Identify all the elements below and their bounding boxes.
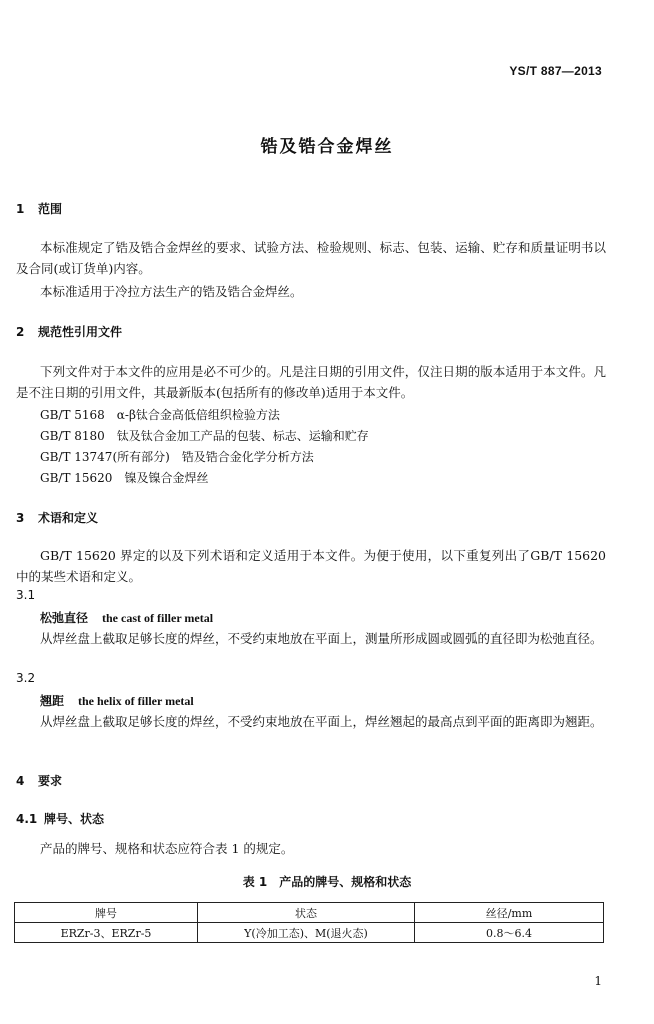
- column-header: 牌号: [15, 903, 198, 923]
- section-title: 术语和定义: [38, 511, 99, 525]
- reference-item: GB/T 15620 镍及镍合金焊丝: [40, 471, 209, 485]
- table-1: [14, 902, 604, 943]
- term-3-1-number: 3.1: [16, 588, 36, 602]
- column-header: 丝径/mm: [415, 903, 604, 923]
- page-number: 1: [594, 974, 602, 988]
- section-number: 1: [16, 202, 25, 216]
- section-3-paragraph-1: GB/T 15620 界定的以及下列术语和定义适用于本文件。为便于使用，以下重复列出了GB/T 15620中的某些术语和定义。: [16, 548, 606, 584]
- section-title: 范围: [38, 202, 63, 216]
- term-english: the cast of filler metal: [102, 611, 214, 625]
- section-title: 要求: [38, 774, 63, 788]
- section-number: 2: [16, 325, 25, 339]
- section-4-heading: [16, 772, 62, 789]
- table-cell: Y(冷加工态)、M(退火态): [198, 923, 415, 943]
- term-3-2-definition: 从焊丝盘上截取足够长度的焊丝，不受约束地放在平面上，焊丝翘起的最高点到平面的距离即为翘距。: [40, 714, 603, 729]
- section-2-heading: [16, 323, 122, 340]
- reference-item: GB/T 5168 α-β钛合金高低倍组织检验方法: [40, 408, 280, 422]
- section-2-paragraph-1: 下列文件对于本文件的应用是必不可少的。凡是注日期的引用文件，仅注日期的版本适用于本文件。凡是不注日期的引用文件，其最新版本(包括所有的修改单)适用于本文件。: [16, 364, 606, 400]
- term-english: the helix of filler metal: [78, 694, 194, 708]
- subsection-number: 4.1: [16, 812, 38, 826]
- standard-code: YS/T 887—2013: [509, 64, 602, 78]
- subsection-title: 牌号、状态: [44, 812, 105, 826]
- section-number: 4: [16, 774, 25, 788]
- table-1-caption: 表 1 产品的牌号、规格和状态: [242, 875, 412, 889]
- table-row: [15, 923, 604, 943]
- document-title: 锆及锆合金焊丝: [260, 137, 394, 157]
- table-cell: 0.8～6.4: [415, 923, 604, 943]
- table-cell: ERZr-3、ERZr-5: [15, 923, 198, 943]
- section-4-paragraph-1: 产品的牌号、规格和状态应符合表 1 的规定。: [40, 841, 294, 856]
- table-header-row: [15, 903, 604, 923]
- section-title: 规范性引用文件: [38, 325, 123, 339]
- section-1-paragraph-2: 本标准适用于冷拉方法生产的锆及锆合金焊丝。: [40, 284, 303, 299]
- reference-item: GB/T 8180 钛及钛合金加工产品的包装、标志、运输和贮存: [40, 429, 369, 443]
- subsection-4-1-heading: [16, 810, 104, 827]
- term-3-2-title: [40, 692, 194, 709]
- term-3-1-definition: 从焊丝盘上截取足够长度的焊丝，不受约束地放在平面上，测量所形成圆或圆弧的直径即为松弛直径。: [40, 631, 603, 646]
- reference-item: GB/T 13747(所有部分) 锆及锆合金化学分析方法: [40, 450, 314, 464]
- section-1-paragraph-1: 本标准规定了锆及锆合金焊丝的要求、试验方法、检验规则、标志、包装、运输、贮存和质量证明书以及合同(或订货单)内容。: [16, 240, 606, 276]
- section-3-heading: [16, 509, 98, 526]
- section-1-heading: [16, 200, 62, 217]
- column-header: 状态: [198, 903, 415, 923]
- term-chinese: 松弛直径: [40, 611, 89, 625]
- term-chinese: 翘距: [40, 694, 65, 708]
- term-3-1-title: [40, 609, 213, 626]
- section-number: 3: [16, 511, 25, 525]
- term-3-2-number: 3.2: [16, 671, 36, 685]
